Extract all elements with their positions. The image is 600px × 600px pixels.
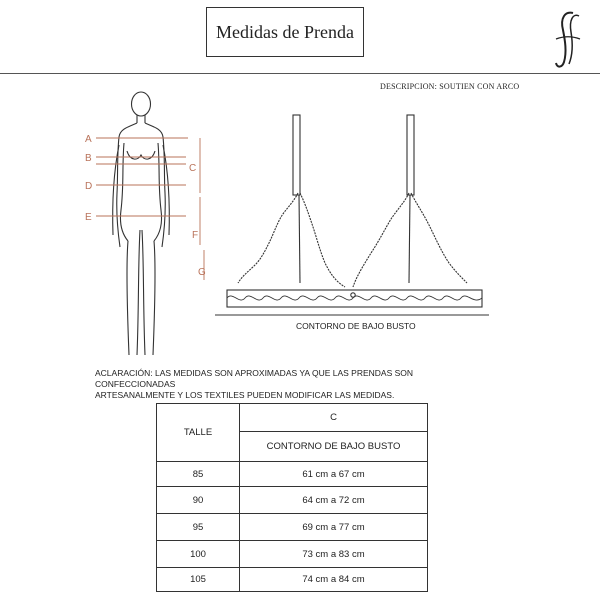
table-cell-talle: 85	[157, 462, 240, 487]
disclaimer-note	[95, 368, 495, 401]
table-cell-value: 73 cm a 83 cm	[240, 541, 428, 568]
table-row	[157, 462, 428, 487]
table-header-measure: CONTORNO DE BAJO BUSTO	[240, 432, 428, 462]
script-f-monogram-icon	[548, 8, 584, 70]
disclaimer-line-2: ARTESANALMENTE Y LOS TEXTILES PUEDEN MODIFICAR LAS MEDIDAS.	[95, 390, 395, 400]
table-header-letter: C	[240, 404, 428, 432]
table-cell-talle: 100	[157, 541, 240, 568]
garment-description: DESCRIPCION: SOUTIEN CON ARCO	[380, 82, 520, 91]
garment-caption: CONTORNO DE BAJO BUSTO	[296, 321, 416, 331]
table-row	[157, 541, 428, 568]
measure-label-e: E	[85, 212, 92, 223]
table-cell-value: 64 cm a 72 cm	[240, 487, 428, 514]
measure-label-g: G	[198, 267, 206, 278]
size-table	[156, 403, 428, 592]
disclaimer-line-1: ACLARACIÓN: LAS MEDIDAS SON APROXIMADAS YA QUE LAS PRENDAS SON CONFECCIONADAS	[95, 368, 414, 389]
table-cell-talle: 95	[157, 514, 240, 541]
body-measurement-figure	[80, 85, 215, 370]
table-cell-value: 69 cm a 77 cm	[240, 514, 428, 541]
measure-label-f: F	[192, 230, 199, 241]
table-cell-value: 74 cm a 84 cm	[240, 568, 428, 592]
table-cell-talle: 90	[157, 487, 240, 514]
page-title: Medidas de Prenda	[216, 21, 354, 42]
table-header-talle: TALLE	[157, 404, 240, 462]
table-row	[157, 514, 428, 541]
table-row	[157, 568, 428, 592]
measure-label-d: D	[85, 181, 93, 192]
header-divider	[0, 73, 600, 74]
bra-garment-illustration	[205, 105, 490, 320]
table-cell-value: 61 cm a 67 cm	[240, 462, 428, 487]
table-row	[157, 487, 428, 514]
measure-label-a: A	[85, 134, 92, 145]
page-title-box	[206, 7, 364, 57]
measure-label-c: C	[189, 163, 197, 174]
measure-label-b: B	[85, 153, 92, 164]
table-cell-talle: 105	[157, 568, 240, 592]
